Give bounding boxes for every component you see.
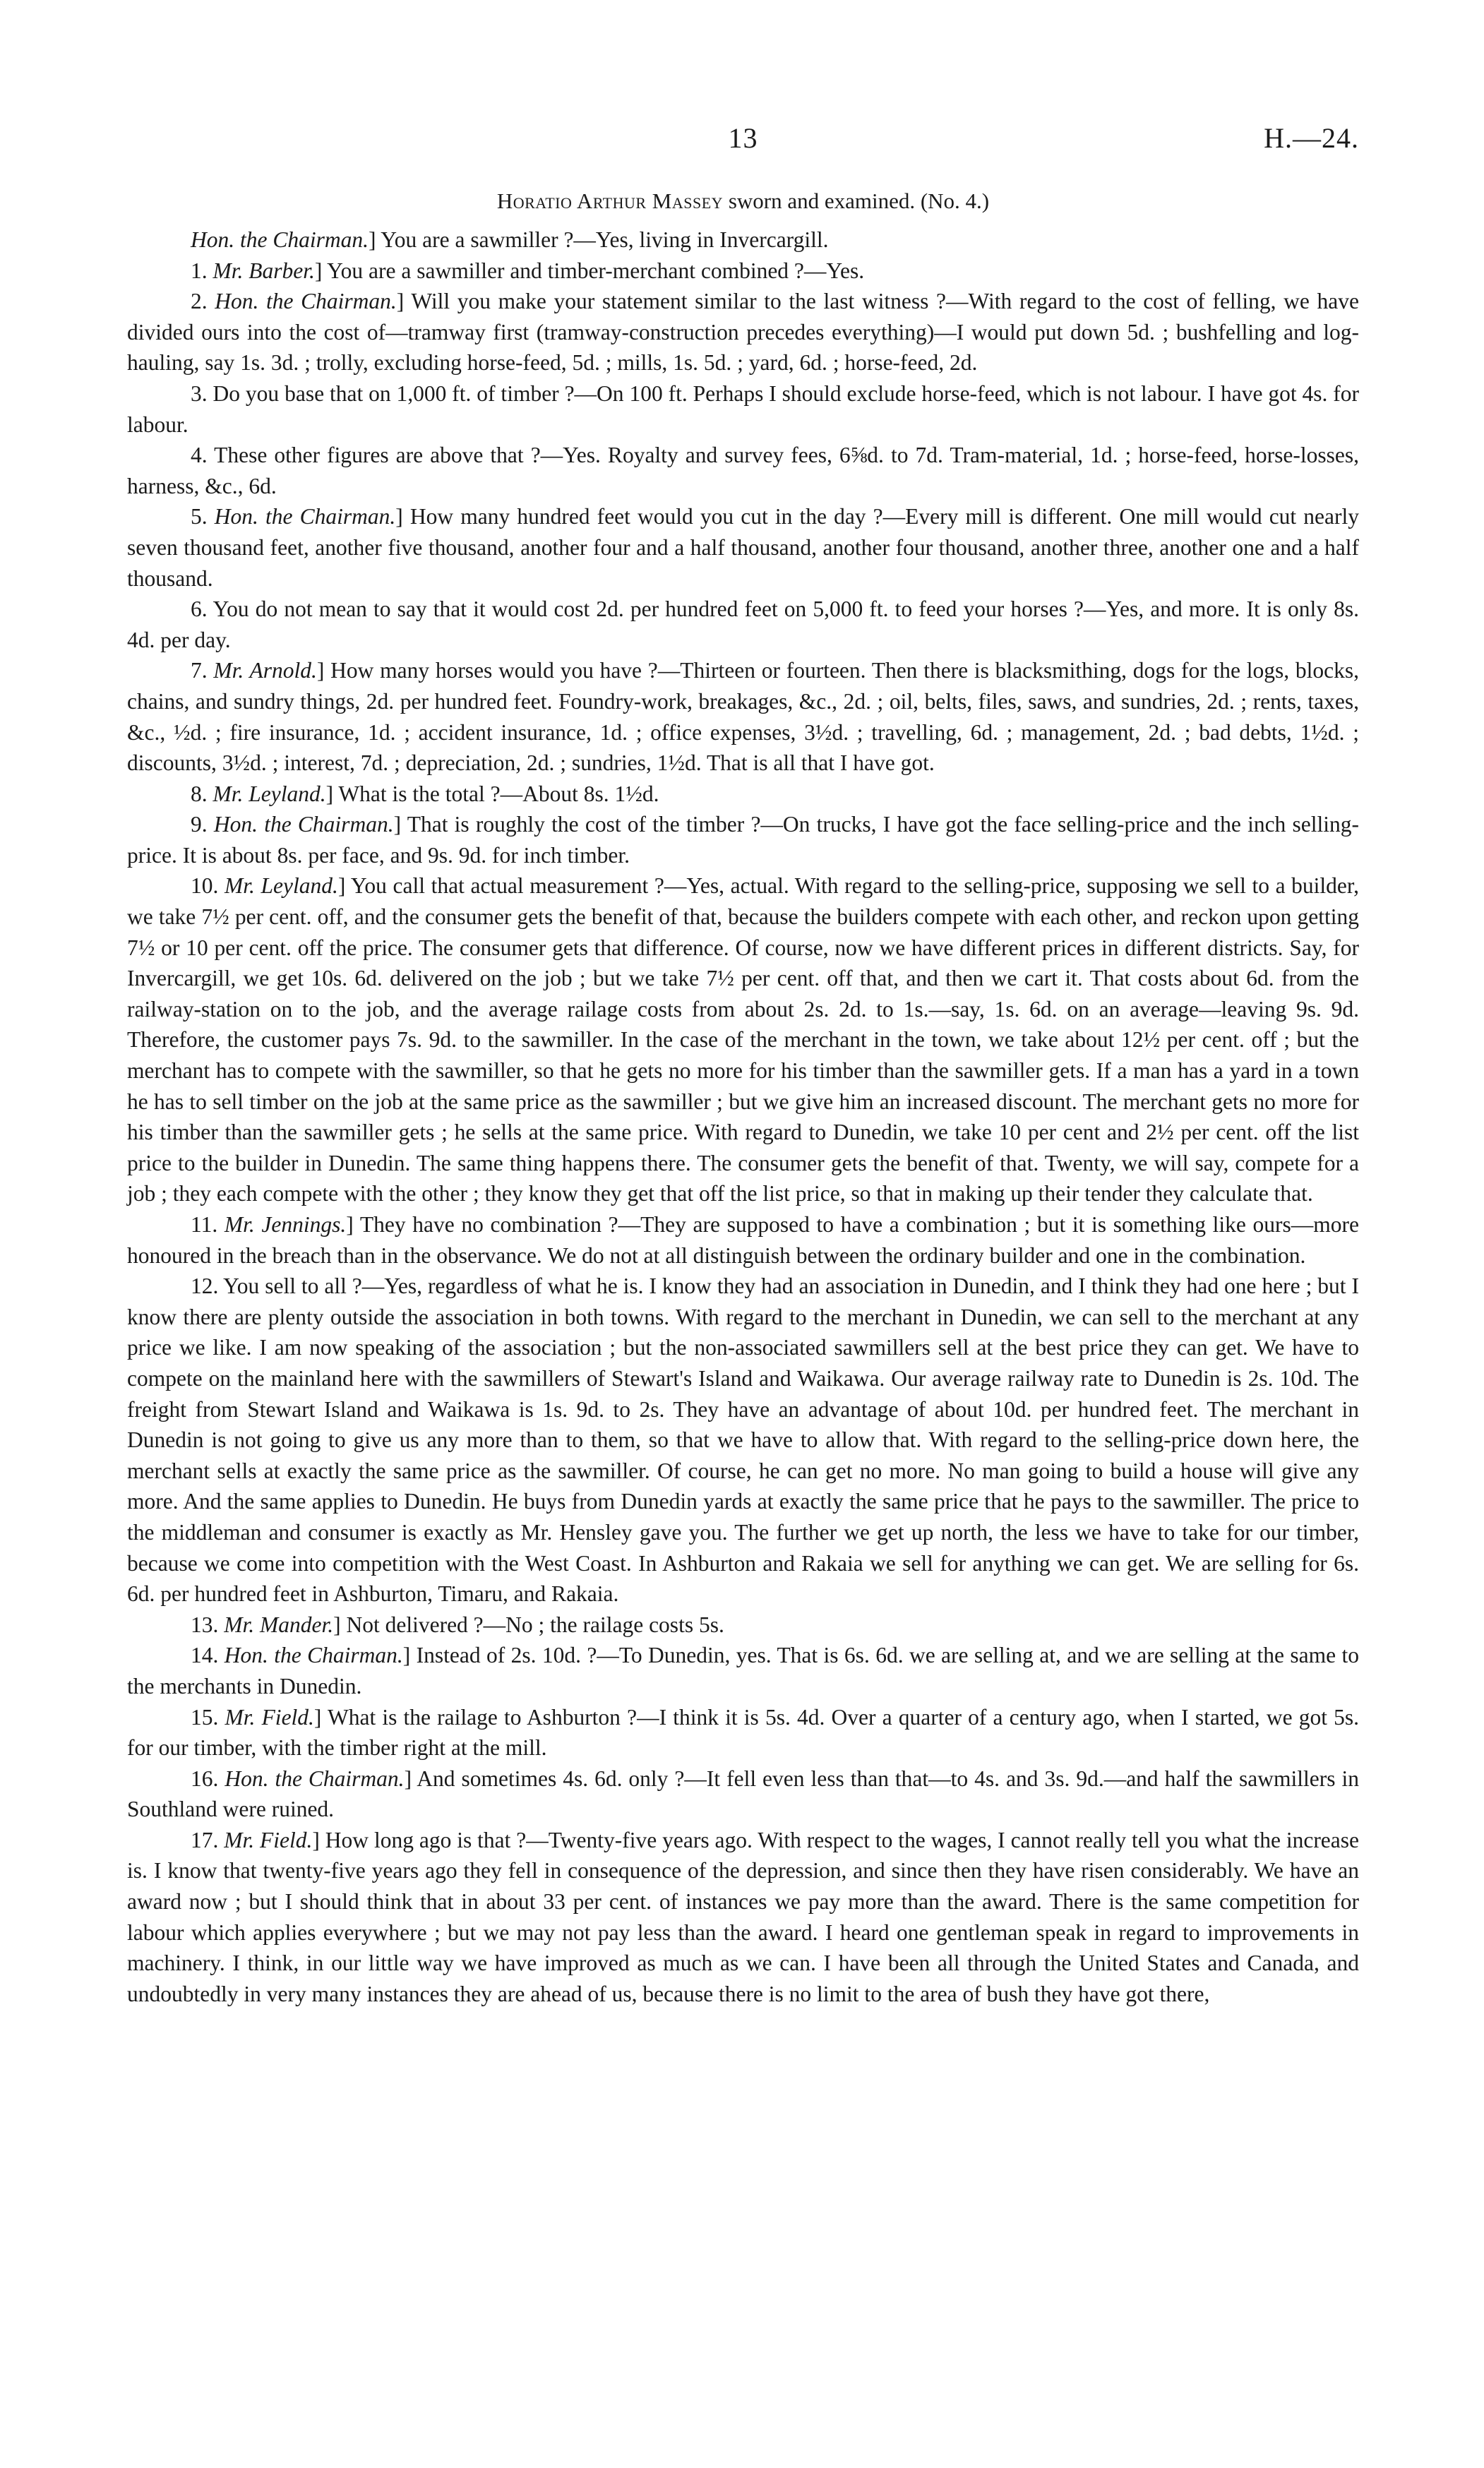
testimony-paragraph [127, 501, 1359, 594]
paragraph-text: ] What is the railage to Ashburton ?—I think it is 5s. 4d. Over a quarter of a century ago, when I started, we got 5s. for our timber, with the timber right at the mill. [127, 1704, 1359, 1761]
question-number: 2. [191, 289, 215, 314]
speaker-name: Hon. the Chairman. [191, 227, 369, 252]
paragraph-text: These other figures are above that ?—Yes. Royalty and survey fees, 6⅝d. to 7d. Tram-material, 1d. ; horse-feed, horse-losses, harness, &c., 6d. [127, 443, 1359, 498]
speaker-name: Hon. the Chairman. [214, 504, 396, 529]
question-number: 9. [191, 812, 214, 837]
testimony-paragraph [127, 1825, 1359, 2010]
paragraph-text: ] What is the total ?—About 8s. 1½d. [325, 781, 659, 806]
paragraph-text: ] Not delivered ?—No ; the railage costs 5s. [333, 1612, 724, 1637]
paragraph-text: ] That is roughly the cost of the timber ?—On trucks, I have got the face selling-price and the inch selling-price. It is about 8s. per face, and 9s. 9d. for inch timber. [127, 812, 1360, 868]
testimony-paragraph [127, 256, 1359, 287]
testimony-paragraph [127, 1640, 1359, 1701]
question-number: 4. [191, 443, 215, 468]
testimony-paragraph [127, 378, 1359, 440]
speaker-name: Mr. Mander. [224, 1612, 334, 1637]
paragraph-text: ] Instead of 2s. 10d. ?—To Dunedin, yes. That is 6s. 6d. we are selling at, and we are selling at the same to the merchants in Dunedin. [127, 1643, 1360, 1699]
paragraph-text: You do not mean to say that it would cost 2d. per hundred feet on 5,000 ft. to feed your horses ?—Yes, and more. It is only 8s. 4d. per day. [127, 597, 1359, 652]
question-number: 15. [191, 1704, 225, 1730]
testimony-paragraph [127, 286, 1359, 378]
witness-name: Horatio Arthur Massey [496, 188, 724, 213]
testimony-paragraph [127, 779, 1359, 810]
page-header [127, 121, 1359, 164]
question-number: 12. [191, 1274, 224, 1299]
question-number: 7. [191, 658, 214, 683]
testimony-paragraph [127, 1209, 1359, 1271]
paragraph-text: ] How long ago is that ?—Twenty-five years ago. With respect to the wages, I cannot really tell you what the increase is. I know that twenty-five years ago they fell in consequence of the depression, and since then they have risen considerably. We have an award now ; but I should think that in about 33 per cent. of instances we pay more than the award. There is the same competition for labour which applies everywhere ; but we may not pay less than the award. I heard one gentleman speak in regard to improvements in machinery. I think, in our little way we have improved as much as we can. I have been all through the United States and Canada, and undoubtedly in very many instances they are ahead of us, because there is no limit to the area of bush they have got there, [127, 1827, 1360, 2006]
page-number: 13 [728, 122, 758, 154]
question-number: 10. [191, 873, 225, 899]
paragraph-text: ] Will you make your statement similar to the last witness ?—With regard to the cost of felling, we have divided ours into the cost of—tramway first (tramway-construction precedes everything)—I would put down 5d. ; bushfelling and log-hauling, say 1s. 3d. ; trolly, excluding horse-feed, 5d. ; mills, 1s. 5d. ; yard, 6d. ; horse-feed, 2d. [127, 289, 1360, 376]
paragraph-text: ] How many horses would you have ?—Thirteen or fourteen. Then there is blacksmithing, dogs for the logs, blocks, chains, and sundry things, 2d. per hundred feet. Foundry-work, breakages, &c., 2d. ; oil, belts, files, saws, and sundries, 2d. ; rents, taxes, &c., ½d. ; fire insurance, 1d. ; accident insurance, 1d. ; office expenses, 3½d. ; travelling, 6d. ; management, 2d. ; bad debts, 1½d. ; discounts, 3½d. ; interest, 7d. ; depreciation, 2d. ; sundries, 1½d. That is all that I have got. [127, 658, 1360, 776]
speaker-name: Hon. the Chairman. [224, 1643, 403, 1668]
question-number: 14. [191, 1643, 225, 1668]
testimony-paragraph [127, 1763, 1359, 1825]
speaker-name: Mr. Leyland. [213, 781, 326, 806]
testimony-paragraph [127, 870, 1359, 1209]
question-number: 1. [191, 258, 213, 283]
paragraph-text: You sell to all ?—Yes, regardless of what he is. I know they had an association in Dunedin, and I think they had one here ; but I know there are plenty outside the association in both towns. With regard to the merchant in Dunedin, we can sell to the merchant at any price we like. I am now speaking of the association ; but the non-associated sawmillers sell at the best price they can get. We have to compete on the mainland here with the sawmillers of Stewart's Island and Waikawa. Our average railway rate to Dunedin is 2s. 10d. The freight from Stewart Island and Waikawa is 1s. 9d. to 2s. They have an advantage of about 10d. per hundred feet. The merchant in Dunedin is not going to give us any more than to them, so that we have to allow that. With regard to the selling-price down here, the merchant sells at exactly the same price as the sawmiller. Of course, he can get no more. No man going to build a house will give any more. And the same applies to Dunedin. He buys from Dunedin yards at exactly the same price that he pays to the sawmiller. The price to the middleman and consumer is exactly as Mr. Hensley gave you. The further we get up north, the less we have to take for our timber, because we come into competition with the West Coast. In Ashburton and Rakaia we sell for anything we can get. We are selling for 6s. 6d. per hundred feet in Ashburton, Timaru, and Rakaia. [127, 1274, 1359, 1607]
speaker-name: Mr. Field. [225, 1704, 314, 1730]
speaker-name: Hon. the Chairman. [215, 289, 397, 314]
question-number: 6. [191, 597, 213, 622]
question-number: 17. [191, 1827, 225, 1852]
question-number: 5. [191, 504, 215, 529]
speaker-name: Mr. Field. [224, 1827, 313, 1852]
question-number: 16. [191, 1766, 225, 1791]
paragraph-text: ] You call that actual measurement ?—Yes, actual. With regard to the selling-price, supposing we sell to a builder, we take 7½ per cent. off, and the consumer gets the benefit of that, because the builders compete with each other, and reckon upon getting 7½ or 10 per cent. off the price. The consumer gets that difference. Of course, now we have different prices in different districts. Say, for Invercargill, we get 10s. 6d. delivered on the job ; but we take 7½ per cent. off that, and then we cart it. That costs about 6d. from the railway-station on to the job, and the average railage costs from about 2s. 2d. to 1s.—say, 1s. 6d. on an average—leaving 9s. 9d. Therefore, the customer pays 7s. 9d. to the sawmiller. In the case of the merchant in the town, we take about 12½ per cent. off ; but the merchant has to compete with the sawmiller, so that he gets no more for his timber than the sawmiller gets. If a man has a yard in a town he has to sell timber on the job at the same price as the sawmiller ; but we give him an increased discount. The merchant gets no more for his timber than the sawmiller gets ; he sells at the same price. With regard to Dunedin, we take 10 per cent and 2½ per cent. off the list price to the builder in Dunedin. The same thing happens there. The consumer gets the benefit of that. Twenty, we will say, compete for a job ; they each compete with the other ; they know they get that off the list price, so that in making up their tender they calculate that. [127, 873, 1360, 1206]
question-number: 3. [191, 381, 213, 406]
document-code: H.—24. [1264, 122, 1359, 154]
speaker-name: Mr. Leyland. [225, 873, 338, 899]
testimony-paragraph [127, 1702, 1359, 1763]
paragraph-text: Do you base that on 1,000 ft. of timber ?—On 100 ft. Perhaps I should exclude horse-feed, which is not labour. I have got 4s. for labour. [127, 381, 1359, 437]
witness-heading-suffix: sworn and examined. (No. 4.) [723, 188, 990, 213]
testimony-paragraph [127, 594, 1359, 655]
question-number: 8. [191, 781, 213, 806]
witness-heading [127, 187, 1359, 215]
testimony-paragraph [127, 440, 1359, 501]
speaker-name: Hon. the Chairman. [225, 1766, 405, 1791]
paragraph-text: ] They have no combination ?—They are supposed to have a combination ; but it is something like ours—more honoured in the breach than in the observance. We do not at all distinguish between the ordinary builder and one in the combination. [127, 1212, 1359, 1268]
testimony-paragraph [127, 809, 1359, 870]
paragraph-text: ] You are a sawmiller ?—Yes, living in Invercargill. [369, 227, 829, 252]
speaker-name: Mr. Barber. [213, 258, 315, 283]
speaker-name: Hon. the Chairman. [213, 812, 394, 837]
testimony-paragraph [127, 1271, 1359, 1610]
testimony-paragraph [127, 224, 1359, 256]
paragraph-text: ] How many hundred feet would you cut in the day ?—Every mill is different. One mill would cut nearly seven thousand feet, another five thousand, another four and a half thousand, another four thousand, another three, another one and a half thousand. [127, 504, 1360, 591]
testimony-paragraph [127, 655, 1359, 778]
paragraph-text: ] And sometimes 4s. 6d. only ?—It fell even less than that—to 4s. and 3s. 9d.—and half the sawmillers in Southland were ruined. [127, 1766, 1360, 1822]
testimony-body [127, 224, 1359, 2009]
question-number: 13. [191, 1612, 225, 1637]
testimony-paragraph [127, 1610, 1359, 1641]
speaker-name: Mr. Jennings. [224, 1212, 347, 1237]
paragraph-text: ] You are a sawmiller and timber-merchant combined ?—Yes. [314, 258, 865, 283]
question-number: 11. [191, 1212, 225, 1237]
speaker-name: Mr. Arnold. [213, 658, 317, 683]
